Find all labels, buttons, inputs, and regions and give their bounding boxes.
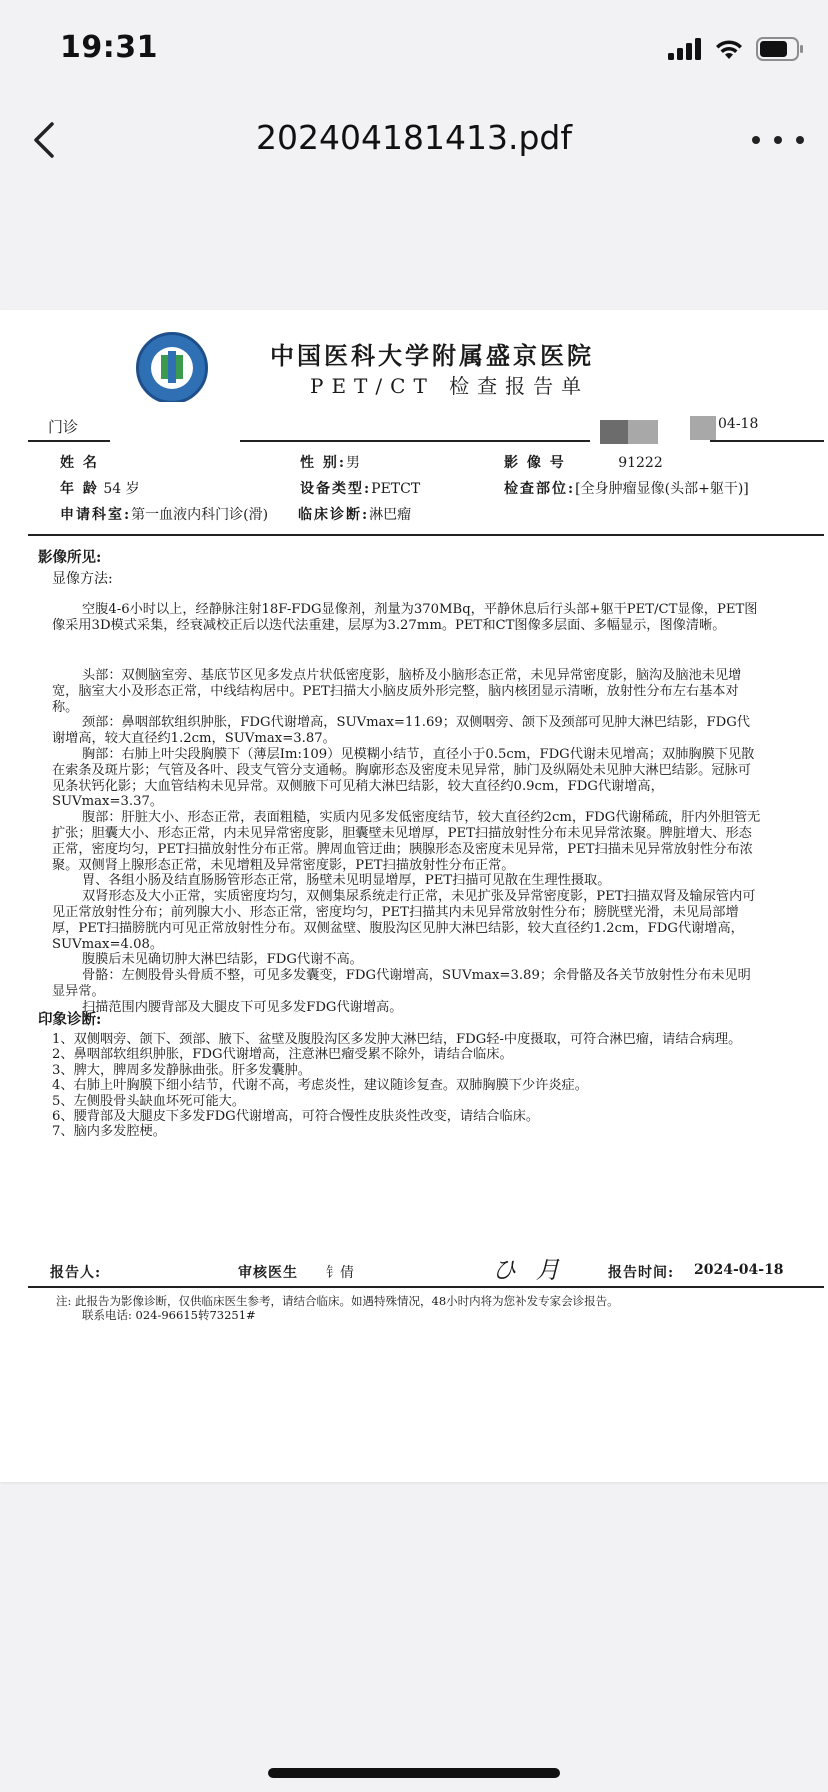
redaction-pixel xyxy=(600,420,628,444)
impression-item: 2、鼻咽部软组织肿胀，FDG代谢增高，注意淋巴瘤受累不除外，请结合临床。 xyxy=(52,1047,513,1063)
impression-item: 7、脑内多发腔梗。 xyxy=(52,1124,166,1140)
finding-paragraph: 头部：双侧脑室旁、基底节区见多发点片状低密度影，脑桥及小脑形态正常，未见异常密度影，脑沟及脑池未见增宽，脑室大小及形态正常，中线结构居中。PET扫描大小脑皮质外形完整，脑内核团显示清晰，放射性分布左右基本对称。 xyxy=(52,668,742,715)
name-field: 姓 名 xyxy=(60,455,99,471)
clinic-label: 门诊 xyxy=(48,418,79,436)
battery-icon xyxy=(756,37,804,61)
device-type-field: 设备类型:PETCT xyxy=(300,481,421,497)
finding-paragraph: 扫描范围内腰背部及大腿皮下可见多发FDG代谢增高。 xyxy=(82,999,403,1015)
finding-paragraph: 腹部：肝脏大小、形态正常，表面粗糙，实质内见多发低密度结节，较大直径约2cm，FDG代谢稀疏，肝内外胆管无扩张；胆囊大小、形态正常，内未见异常密度影，胆囊壁未见增厚，PET扫描放射性分布未见异常浓聚。脾脏增大、形态正常，密度均匀，PET扫描放射性分布正常。脾周血管迂曲；胰腺形态及密度未见异常，PET扫描未见异常放射性分布浓聚。双侧肾上腺形态正常，未见增粗及异常密度影，PET扫描放射性分布正常。 xyxy=(52,810,761,873)
gender-field: 性 别:男 xyxy=(300,455,361,471)
impression-heading: 印象诊断: xyxy=(38,1011,102,1028)
redaction-block xyxy=(112,446,204,472)
more-options-button[interactable] xyxy=(752,122,804,158)
impression-item: 1、双侧咽旁、颌下、颈部、腋下、盆壁及腹股沟区多发肿大淋巴结，FDG轻-中度摄取，可符合淋巴瘤，请结合病理。 xyxy=(52,1032,742,1047)
department-field: 申请科室:第一血液内科门诊(滑) xyxy=(60,507,269,523)
hospital-logo xyxy=(136,332,208,404)
report-title: PET/CT 检查报告单 xyxy=(310,374,590,398)
method-paragraph: 空腹4-6小时以上，经静脉注射18F-FDG显像剂，剂量为370MBq，平静休息后行头部+躯干PET/CT显像，PET图像采用3D模式采集，经衰减校正后以迭代法重建，层厚为3.27mm。PET和CT图像多层面、多幅显示，图像清晰。 xyxy=(52,602,758,633)
status-time: 19:31 xyxy=(60,30,158,65)
home-indicator[interactable] xyxy=(268,1768,560,1778)
divider xyxy=(28,1286,824,1288)
impression-item: 3、脾大，脾周多发静脉曲张。肝多发囊肿。 xyxy=(52,1062,311,1078)
image-number-field: 影 像 号 91222 xyxy=(504,455,663,471)
divider xyxy=(28,534,824,536)
reporter-label: 报告人: xyxy=(50,1265,102,1281)
reviewer-label: 审核医生 xyxy=(238,1265,298,1281)
finding-paragraph: 双肾形态及大小正常，实质密度均匀，双侧集尿系统走行正常，未见扩张及异常密度影，PET扫描双肾及输尿管内可见正常放射性分布；前列腺大小、形态正常，密度均匀，PET扫描其内未见异常放射性分布；膀胱壁光滑，未见局部增厚，PET扫描膀胱内可见正常放射性分布。双侧盆壁、腹股沟区见肿大淋巴结影，较大直径约1.2cm，FDG代谢增高，SUVmax=4.08。 xyxy=(52,889,756,952)
impression-item: 4、右肺上叶胸膜下细小结节，代谢不高，考虑炎性，建议随诊复查。双肺胸膜下少许炎症。 xyxy=(52,1078,588,1094)
redaction-pixel xyxy=(690,416,716,440)
findings-heading: 影像所见: xyxy=(38,549,102,566)
finding-paragraph: 胃、各组小肠及结直肠肠管形态正常，肠壁未见明显增厚，PET扫描可见散在生理性摄取。 xyxy=(82,873,611,889)
signal-icon xyxy=(668,38,702,60)
finding-paragraph: 胸部：右肺上叶尖段胸膜下（薄层Im:109）见模糊小结节，直径小于0.5cm，FDG代谢未见增高；双肺胸膜下见散在索条及斑片影；气管及各叶、段支气管分支通畅。胸廓形态及密度未见异常，肺门及纵隔处未见肿大淋巴结影。冠脉可见条状钙化影；大血管结构未见异常。双侧腋下可见稍大淋巴结影，较大直径约0.9cm，FDG代谢增高，SUVmax=3.37。 xyxy=(52,746,755,810)
redaction-pixel xyxy=(628,420,658,444)
status-icons xyxy=(668,34,804,64)
findings-body xyxy=(52,668,762,1016)
finding-paragraph: 颈部：鼻咽部软组织肿胀，FDG代谢增高，SUVmax=11.69；双侧咽旁、颌下及颈部可见肿大淋巴结影，FDG代谢增高，较大直径约1.2cm，SUVmax=3.87。 xyxy=(52,715,750,747)
wifi-icon xyxy=(714,38,744,60)
report-time-label: 报告时间: xyxy=(608,1265,675,1281)
age-field: 年 龄 54 岁 xyxy=(60,481,140,497)
impression-item: 6、腰背部及大腿皮下多发FDG代谢增高，可符合慢性皮肤炎性改变，请结合临床。 xyxy=(52,1109,540,1125)
pdf-page[interactable] xyxy=(0,310,828,1482)
handwritten-signature: ひ 月 xyxy=(492,1256,566,1284)
footer-note: 注: 此报告为影像诊断，仅供临床医生参考，请结合临床。如遇特殊情况，48小时内将为您补发专家会诊报告。 联系电话: 024-96615转73251# xyxy=(56,1294,619,1322)
more-dot-icon xyxy=(796,136,804,144)
reviewer-name: 钅倩 xyxy=(326,1265,354,1281)
impression-list xyxy=(52,1032,762,1140)
clinical-diagnosis-field: 临床诊断:淋巴瘤 xyxy=(298,507,412,523)
exam-site-field: 检查部位:[全身肿瘤显像(头部+躯干)] xyxy=(504,481,749,497)
report-time-value: 2024-04-18 xyxy=(694,1262,784,1278)
navigation-bar xyxy=(0,100,828,180)
method-heading: 显像方法: xyxy=(52,571,113,587)
finding-paragraph: 骨骼：左侧股骨头骨质不整，可见多发囊变，FDG代谢增高，SUVmax=3.89；余骨骼及各关节放射性分布未见明显异常。 xyxy=(52,968,751,999)
impression-item: 5、左侧股骨头缺血坏死可能大。 xyxy=(52,1093,246,1109)
exam-date-fragment: 04-18 xyxy=(718,416,759,432)
document-title: 202404181413.pdf xyxy=(256,118,572,157)
more-dot-icon xyxy=(774,136,782,144)
hospital-name: 中国医科大学附属盛京医院 xyxy=(270,341,594,370)
status-bar xyxy=(0,0,828,100)
more-dot-icon xyxy=(752,136,760,144)
finding-paragraph: 腹膜后未见确切肿大淋巴结影，FDG代谢不高。 xyxy=(82,952,363,968)
